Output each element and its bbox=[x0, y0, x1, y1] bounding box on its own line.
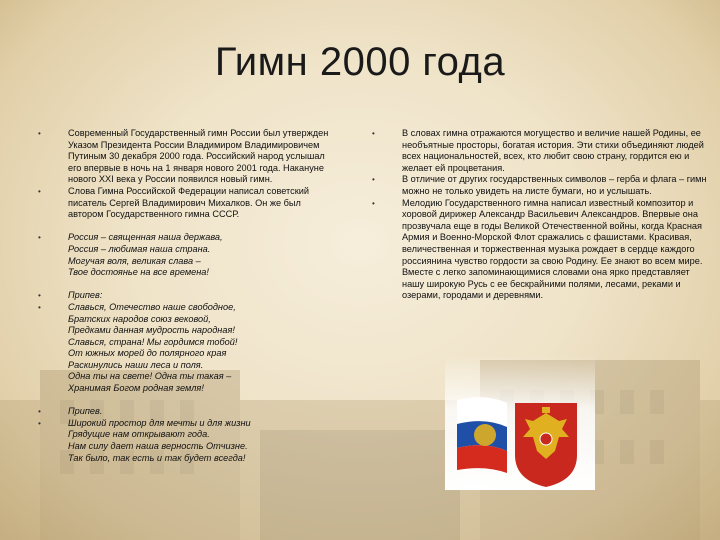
verse-line: Припев. bbox=[68, 406, 103, 417]
verse-line: Славься, страна! Мы гордимся тобой! bbox=[68, 336, 238, 347]
spacer bbox=[38, 221, 338, 233]
paragraph bbox=[38, 186, 338, 221]
bullet: • bbox=[38, 302, 41, 312]
anthem-verse bbox=[38, 406, 338, 418]
verse-line: Славься, Отечество наше свободное, bbox=[68, 301, 236, 312]
bullet: • bbox=[372, 175, 375, 185]
verse-line: Братских народов союз вековой, bbox=[68, 313, 211, 324]
paragraph bbox=[38, 128, 338, 186]
verse-line: Припев: bbox=[68, 290, 103, 301]
paragraph bbox=[372, 128, 712, 174]
bullet: • bbox=[372, 129, 375, 138]
bullet: • bbox=[38, 407, 41, 417]
paragraph-text: В словах гимна отражаются могущество и величие нашей Родины, ее необъятные просторы, богатая история. Эти стихи объединяют людей всех национальностей, всех, кто любит свою страну, гордится ею и желает ей процветания. bbox=[402, 128, 704, 173]
verse-line: От южных морей до полярного края bbox=[68, 348, 227, 359]
left-column bbox=[38, 128, 338, 464]
paragraph-text: Современный Государственный гимн России был утвержден Указом Президента России Владимиром Владимировичем Путиным 30 декабря 2000 года. Российский народ услышал его впервые в ночь на 1 января нового 2001 года. Накануне нового XXI века у России появился новый гимн. bbox=[68, 128, 329, 185]
paragraph-text: В отличие от других государственных символов – герба и флага – гимн можно не только увидеть на листе бумаги, но и услышать. bbox=[402, 174, 707, 196]
spacer bbox=[38, 395, 338, 407]
russian-flag-icon bbox=[457, 397, 507, 473]
bullet: • bbox=[38, 418, 41, 428]
verse-line: Предками данная мудрость народная! bbox=[68, 325, 235, 336]
spacer bbox=[38, 279, 338, 291]
verse-line: Россия – любимая наша страна. bbox=[68, 243, 211, 254]
verse-line: Нам силу дает наша верность Отчизне. bbox=[68, 441, 248, 452]
russian-coat-of-arms-icon bbox=[515, 403, 577, 487]
paragraph-text: Мелодию Государственного гимна написал известный композитор и хоровой дирижер Александр Васильевич Александров. Впервые она прозвучала еще в годы Великой Отечественной войны, когда Красная Армия и Военно-Морской Флот сражались с фашистами. Красивая, величественная и торжественная музыка рождает в сердце каждого россиянина чувство гордости за свою Родину. Ее знают во всем мире. Вместе с легко запоминающимися словами она ярко представляет нашу широкую Русь с ее бескрайними полями, лесами, реками и озерами, городами и деревнями. bbox=[402, 197, 703, 301]
bullet: • bbox=[38, 129, 41, 138]
paragraph bbox=[372, 198, 712, 302]
bullet: • bbox=[372, 198, 375, 208]
verse-line: Широкий простор для мечты и для жизни bbox=[68, 417, 251, 428]
verse-line: Россия – священная наша держава, bbox=[68, 232, 223, 243]
slide-title: Гимн 2000 года bbox=[214, 40, 506, 84]
bullet: • bbox=[38, 291, 41, 301]
verse-line: Раскинулись наши леса и поля. bbox=[68, 359, 204, 370]
verse-line: Могучая воля, великая слава – bbox=[68, 255, 201, 266]
verse-line: Одна ты на свете! Одна ты такая – bbox=[68, 371, 232, 382]
verse-line: Грядущие нам открывают года. bbox=[68, 429, 210, 440]
anthem-verse bbox=[38, 418, 338, 464]
verse-line: Хранимая Богом родная земля! bbox=[68, 383, 204, 394]
anthem-verse bbox=[38, 232, 338, 278]
bullet: • bbox=[38, 186, 41, 196]
bullet: • bbox=[38, 233, 41, 243]
paragraph bbox=[372, 174, 712, 197]
paragraph-text: Слова Гимна Российской Федерации написал советский писатель Сергей Владимирович Михалков. Он же был автором Государственного гимна СССР. bbox=[68, 185, 310, 220]
verse-line: Так было, так есть и так будет всегда! bbox=[68, 452, 246, 463]
right-column bbox=[372, 128, 712, 302]
anthem-verse bbox=[38, 302, 338, 395]
verse-line: Твое достоянье на все времена! bbox=[68, 267, 209, 278]
anthem-verse bbox=[38, 290, 338, 302]
flag-and-emblem-illustration bbox=[445, 355, 595, 490]
